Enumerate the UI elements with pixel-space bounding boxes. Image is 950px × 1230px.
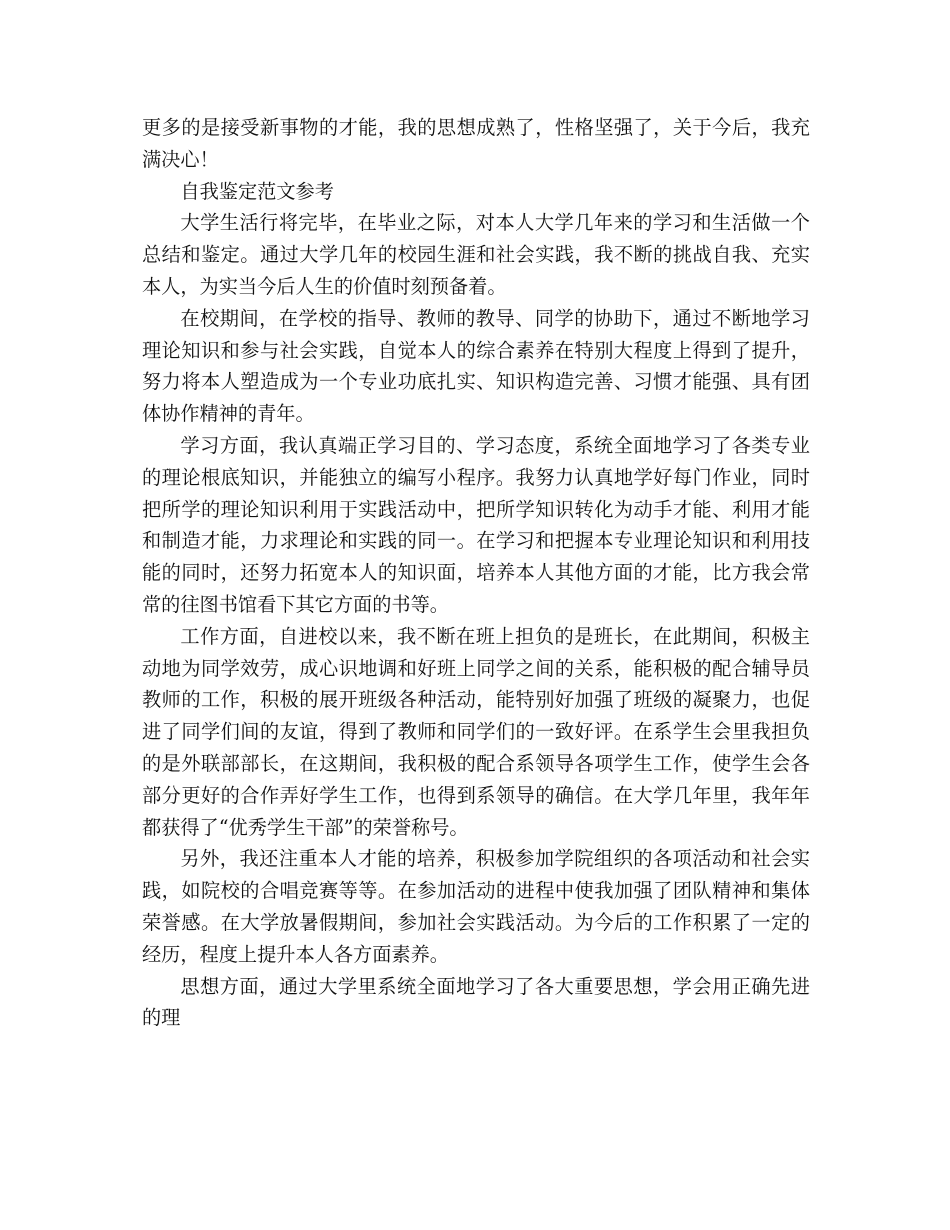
paragraph-intro: 大学生活行将完毕，在毕业之际，对本人大学几年来的学习和生活做一个总结和鉴定。通过大学几年的校园生涯和社会实践，我不断的挑战自我、充实本人，为实当今后人生的价值时刻预备着。 [142, 211, 810, 298]
document-body [142, 112, 810, 1034]
paragraph-work: 工作方面，自进校以来，我不断在班上担负的是班长，在此期间，积极主动地为同学效劳，成心识地调和好班上同学之间的关系，能积极的配合辅导员教师的工作，积极的展开班级各种活动，能特别好加强了班级的凝聚力，也促进了同学们间的友谊，得到了教师和同学们的一致好评。在系学生会里我担负的是外联部部长，在这期间，我积极的配合系领导各项学生工作，使学生会各部分更好的合作弄好学生工作，也得到系领导的确信。在大学几年里，我年年都获得了“优秀学生干部”的荣誉称号。 [142, 624, 810, 839]
section-heading: 自我鉴定范文参考 [180, 179, 334, 203]
paragraph-thought: 思想方面，通过大学里系统全面地学习了各大重要思想，学会用正确先进的理 [142, 974, 810, 1030]
paragraph-abilities: 另外，我还注重本人才能的培养，积极参加学院组织的各项活动和社会实践，如院校的合唱竞赛等等。在参加活动的进程中使我加强了团队精神和集体荣誉感。在大学放暑假期间，参加社会实践活动。为今后的工作积累了一定的经历，程度上提升本人各方面素养。 [142, 847, 810, 966]
paragraph-study: 学习方面，我认真端正学习目的、学习态度，系统全面地学习了各类专业的理论根底知识，并能独立的编写小程序。我努力认真地学好每门作业，同时把所学的理论知识利用于实践活动中，把所学知识转化为动手才能、利用才能和制造才能，力求理论和实践的同一。在学习和把握本专业理论知识和利用技能的同时，还努力拓宽本人的知识面，培养本人其他方面的才能，比方我会常常的往图书馆看下其它方面的书等。 [142, 433, 810, 616]
paragraph-continuation: 更多的是接受新事物的才能，我的思想成熟了，性格坚强了，关于今后，我充满决心！ [142, 116, 810, 171]
paragraph-school-period: 在校期间，在学校的指导、教师的教导、同学的协助下，通过不断地学习理论知识和参与社会实践，自觉本人的综合素养在特别大程度上得到了提升，努力将本人塑造成为一个专业功底扎实、知识构造完善、习惯才能强、具有团体协作精神的青年。 [142, 306, 810, 426]
